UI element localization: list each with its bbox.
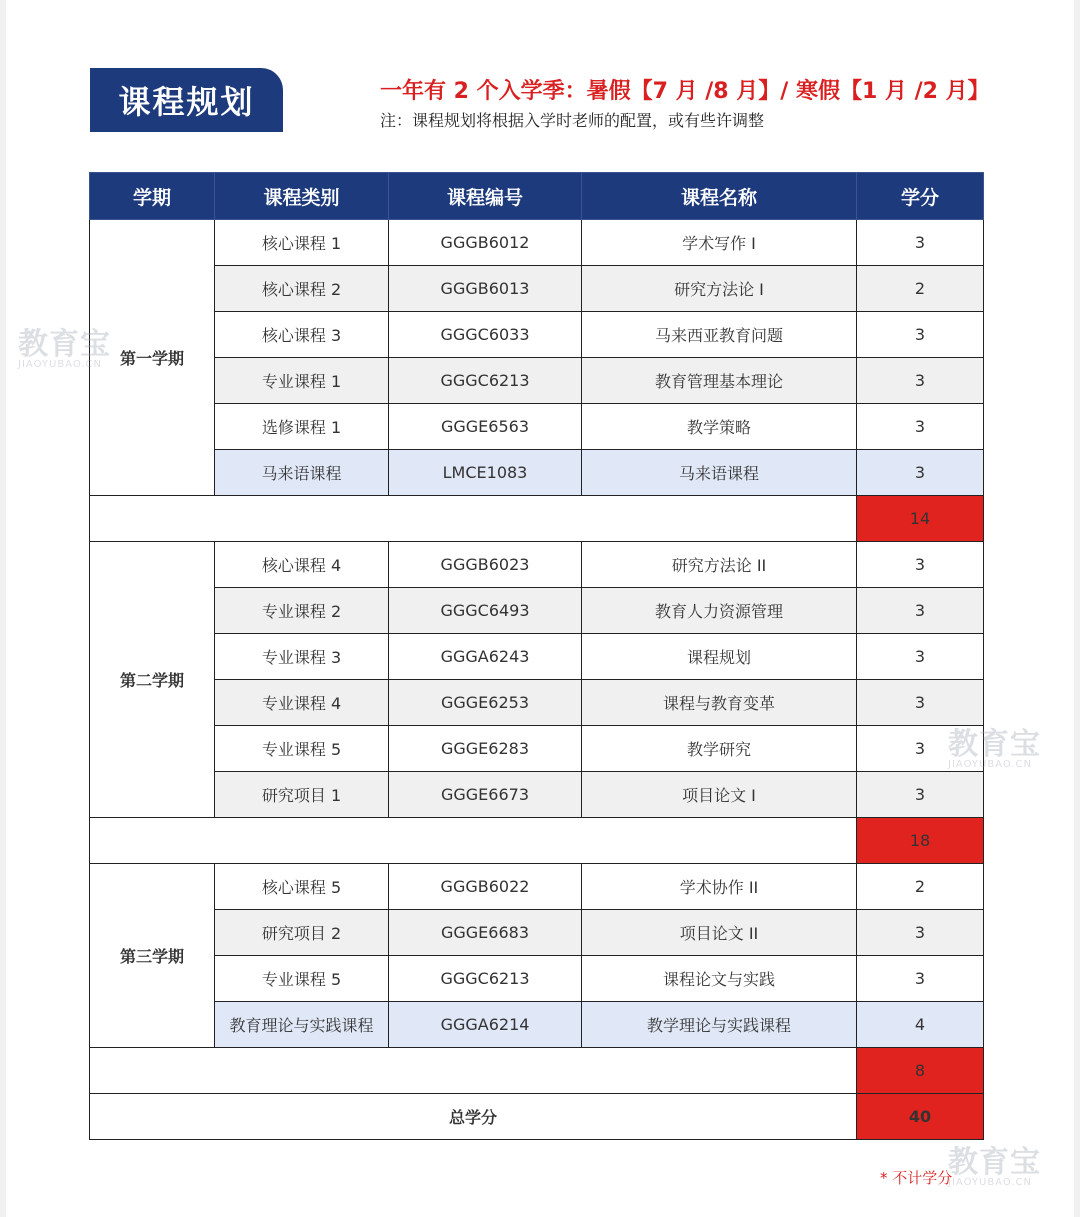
course-name-cell: 教学研究 <box>582 726 857 772</box>
total-credits-label: 总学分 <box>90 1094 857 1140</box>
subtotal-spacer <box>90 1048 857 1094</box>
course-name-cell: 课程与教育变革 <box>582 680 857 726</box>
course-category-cell: 专业课程 5 <box>215 956 389 1002</box>
course-code-cell: GGGE6283 <box>389 726 582 772</box>
watermark-domain: JIAOYUBAO.CN <box>948 759 1032 770</box>
semester-subtotal: 18 <box>857 818 984 864</box>
right-edge <box>1074 0 1080 1217</box>
course-category-cell: 核心课程 2 <box>215 266 389 312</box>
table-body <box>90 220 984 1140</box>
course-category-cell: 核心课程 5 <box>215 864 389 910</box>
course-category-cell: 选修课程 1 <box>215 404 389 450</box>
intake-headline: 一年有 2 个入学季：暑假【7 月 /8 月】/ 寒假【1 月 /2 月】 <box>380 79 990 104</box>
course-category-cell: 专业课程 5 <box>215 726 389 772</box>
header-credits: 学分 <box>857 173 984 220</box>
table-row <box>90 726 984 772</box>
watermark-text: 教育宝 <box>948 1145 1041 1180</box>
course-code-cell: GGGE6673 <box>389 772 582 818</box>
header-code: 课程编号 <box>389 173 582 220</box>
table-row <box>90 956 984 1002</box>
footnote: * 不计学分 <box>880 1169 953 1187</box>
course-category-cell: 研究项目 1 <box>215 772 389 818</box>
watermark <box>18 327 111 370</box>
course-code-cell: GGGB6013 <box>389 266 582 312</box>
course-code-cell: GGGB6022 <box>389 864 582 910</box>
course-credits-cell: 3 <box>857 634 984 680</box>
course-name-cell: 项目论文 I <box>582 772 857 818</box>
course-credits-cell: 3 <box>857 910 984 956</box>
planning-note: 注：课程规划将根据入学时老师的配置，或有些许调整 <box>380 111 765 130</box>
page-title: 课程规划 <box>90 68 283 132</box>
course-credits-cell: 2 <box>857 266 984 312</box>
subtotal-spacer <box>90 496 857 542</box>
table-row <box>90 266 984 312</box>
watermark-text: 教育宝 <box>948 727 1041 762</box>
course-name-cell: 马来语课程 <box>582 450 857 496</box>
watermark <box>948 727 1041 770</box>
course-name-cell: 学术写作 I <box>582 220 857 266</box>
total-row <box>90 1094 984 1140</box>
table-row <box>90 588 984 634</box>
course-plan-table <box>89 172 984 1140</box>
semester-label: 第一学期 <box>90 220 215 496</box>
table-row <box>90 450 984 496</box>
course-code-cell: GGGC6213 <box>389 358 582 404</box>
course-code-cell: GGGA6243 <box>389 634 582 680</box>
course-name-cell: 课程规划 <box>582 634 857 680</box>
course-credits-cell: 3 <box>857 726 984 772</box>
course-credits-cell: 3 <box>857 358 984 404</box>
header-course-name: 课程名称 <box>582 173 857 220</box>
course-category-cell: 核心课程 3 <box>215 312 389 358</box>
course-name-cell: 研究方法论 I <box>582 266 857 312</box>
table-row <box>90 220 984 266</box>
subtotal-row <box>90 818 984 864</box>
course-category-cell: 专业课程 1 <box>215 358 389 404</box>
table-row <box>90 910 984 956</box>
table-header-row <box>90 173 984 220</box>
course-category-cell: 核心课程 4 <box>215 542 389 588</box>
course-code-cell: GGGC6213 <box>389 956 582 1002</box>
course-name-cell: 教育人力资源管理 <box>582 588 857 634</box>
subtotal-row <box>90 496 984 542</box>
course-name-cell: 研究方法论 II <box>582 542 857 588</box>
table-row <box>90 404 984 450</box>
course-credits-cell: 3 <box>857 404 984 450</box>
table-row <box>90 312 984 358</box>
course-name-cell: 学术协作 II <box>582 864 857 910</box>
course-name-cell: 马来西亚教育问题 <box>582 312 857 358</box>
course-credits-cell: 3 <box>857 772 984 818</box>
table-row <box>90 864 984 910</box>
course-credits-cell: 3 <box>857 680 984 726</box>
course-code-cell: GGGB6012 <box>389 220 582 266</box>
subtotal-spacer <box>90 818 857 864</box>
total-credits-value: 40 <box>857 1094 984 1140</box>
course-name-cell: 教育管理基本理论 <box>582 358 857 404</box>
left-edge <box>0 0 6 1217</box>
watermark-text: 教育宝 <box>18 327 111 362</box>
watermark-domain: JIAOYUBAO.CN <box>948 1177 1032 1188</box>
course-code-cell: LMCE1083 <box>389 450 582 496</box>
course-code-cell: GGGB6023 <box>389 542 582 588</box>
course-code-cell: GGGE6253 <box>389 680 582 726</box>
course-name-cell: 教学理论与实践课程 <box>582 1002 857 1048</box>
table-row <box>90 542 984 588</box>
course-credits-cell: 3 <box>857 450 984 496</box>
course-category-cell: 专业课程 2 <box>215 588 389 634</box>
course-code-cell: GGGE6683 <box>389 910 582 956</box>
subtotal-row <box>90 1048 984 1094</box>
course-code-cell: GGGE6563 <box>389 404 582 450</box>
semester-subtotal: 8 <box>857 1048 984 1094</box>
table-row <box>90 1002 984 1048</box>
course-credits-cell: 4 <box>857 1002 984 1048</box>
course-credits-cell: 3 <box>857 588 984 634</box>
course-category-cell: 教育理论与实践课程 <box>215 1002 389 1048</box>
course-code-cell: GGGC6033 <box>389 312 582 358</box>
semester-label: 第二学期 <box>90 542 215 818</box>
course-credits-cell: 3 <box>857 312 984 358</box>
course-name-cell: 教学策略 <box>582 404 857 450</box>
course-category-cell: 研究项目 2 <box>215 910 389 956</box>
course-code-cell: GGGA6214 <box>389 1002 582 1048</box>
course-credits-cell: 3 <box>857 956 984 1002</box>
watermark <box>948 1145 1041 1188</box>
course-credits-cell: 3 <box>857 542 984 588</box>
course-credits-cell: 2 <box>857 864 984 910</box>
course-category-cell: 专业课程 4 <box>215 680 389 726</box>
course-category-cell: 马来语课程 <box>215 450 389 496</box>
course-credits-cell: 3 <box>857 220 984 266</box>
course-category-cell: 专业课程 3 <box>215 634 389 680</box>
table-row <box>90 358 984 404</box>
course-category-cell: 核心课程 1 <box>215 220 389 266</box>
course-code-cell: GGGC6493 <box>389 588 582 634</box>
header-semester: 学期 <box>90 173 215 220</box>
semester-label: 第三学期 <box>90 864 215 1048</box>
course-name-cell: 项目论文 II <box>582 910 857 956</box>
semester-subtotal: 14 <box>857 496 984 542</box>
table-row <box>90 680 984 726</box>
table-row <box>90 772 984 818</box>
watermark-domain: JIAOYUBAO.CN <box>18 359 102 370</box>
header-category: 课程类别 <box>215 173 389 220</box>
table-row <box>90 634 984 680</box>
course-name-cell: 课程论文与实践 <box>582 956 857 1002</box>
